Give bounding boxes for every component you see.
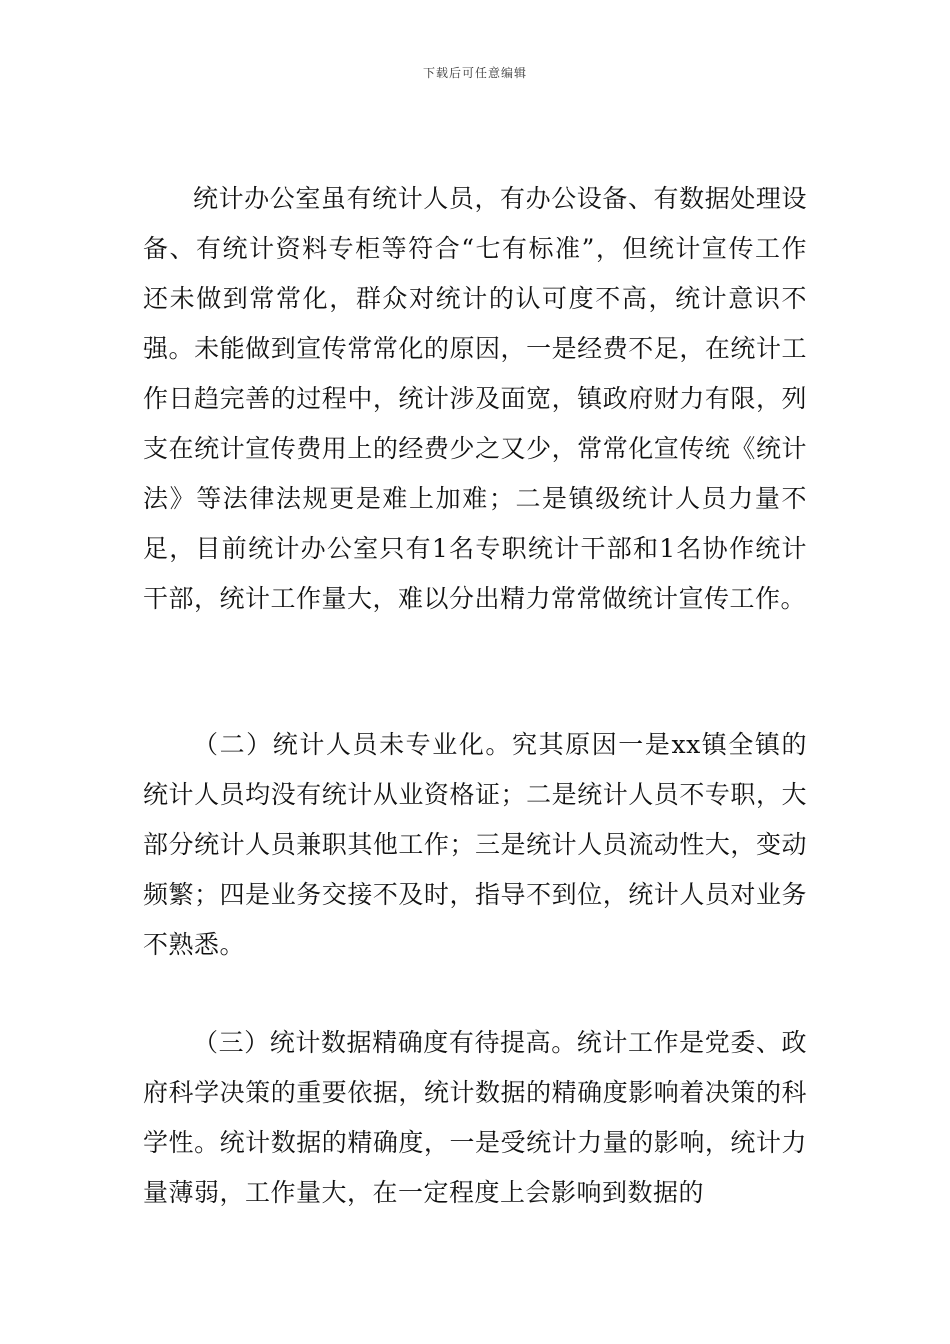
paragraph-text: （二）统计人员未专业化。究其原因一是xx镇全镇的统计人员均没有统计从业资格证；二是统计人员不专职，大部分统计人员兼职其他工作；三是统计人员流动性大，变动频繁；四是业务交接不及时，指导不到位，统计人员对业务不熟悉。 — [143, 730, 807, 959]
paragraph-text: 统计办公室虽有统计人员，有办公设备、有数据处理设备、有统计资料专柜等符合“七有标准”，但统计宣传工作还未做到常常化，群众对统计的认可度不高，统计意识不强。未能做到宣传常常化的原因，一是经费不足，在统计工作日趋完善的过程中，统计涉及面宽，镇政府财力有限，列支在统计宣传费用上的经费少之又少，常常化宣传统《统计法》等法律法规更是难上加难；二是镇级统计人员力量不足，目前统计办公室只有1名专职统计干部和1名协作统计干部，统计工作量大，难以分出精力常常做统计宣传工作。 — [143, 184, 807, 613]
paragraph-text: （三）统计数据精确度有待提高。统计工作是党委、政府科学决策的重要依据，统计数据的精确度影响着决策的科学性。统计数据的精确度，一是受统计力量的影响，统计力量薄弱，工作量大，在一定程度上会影响到数据的 — [143, 1028, 807, 1207]
paragraph-2 — [143, 720, 807, 970]
paragraph-1 — [143, 174, 807, 624]
paragraph-3 — [143, 1018, 807, 1218]
page-header: 下载后可任意编辑 — [422, 66, 527, 80]
